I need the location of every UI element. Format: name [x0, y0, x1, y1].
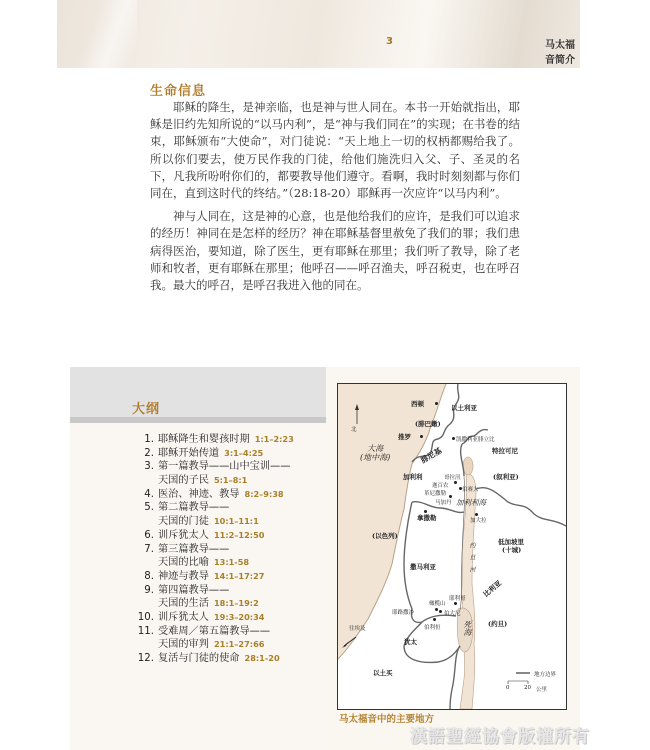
outline-header-band [70, 367, 326, 417]
map-label-bethany: 伯大尼 [444, 611, 461, 617]
map-label-chorazin: 哥拉汛 [444, 475, 461, 481]
item-text: 复活与门徒的使命 [158, 653, 240, 664]
map-label-jerusalem: 耶路撒冷 [392, 610, 415, 616]
map-label-magadan: 马加丹 [435, 500, 452, 506]
item-text: 神迹与教导 [158, 570, 209, 582]
running-title: 马太福音简介 [545, 40, 575, 66]
map-label-jordan-country: (约旦) [488, 620, 508, 628]
outline-list [132, 430, 322, 663]
item-number: 9. [144, 584, 154, 596]
outline-item [132, 622, 322, 636]
map-label-bethlehem: 伯利恒 [424, 625, 441, 631]
map-label-decapolis-alt: (十城) [502, 546, 522, 554]
item-text: 天国的子民 [158, 475, 209, 487]
outline-item [132, 457, 322, 471]
paragraph: 耶稣的降生，是神亲临，也是神与世人同在。本书一开始就指出，耶稣是旧约先知所说的“以马内利”，是“神与我们同在”的实现；在书卷的结束，耶稣颁布“大使命”，对门徒说：“天上地上一切的权柄都赐给我了。所以你们要去，使万民作我的门徒，给他们施洗归入父、子、圣灵的名下，凡我所吩咐你们的，都要教导他们遵守。看啊，我时时刻刻都与你们同在，直到这时代的终结。”（28:18-20）耶稣再一次应许“以马内利”。 [150, 100, 520, 201]
map-label-phoenicia: 腓尼基 [419, 445, 444, 466]
map-label-dead-sea: 死海 [463, 620, 472, 636]
city-dot [454, 481, 457, 484]
map-label-ituraea: 以土利亚 [451, 404, 477, 412]
map-label-great-sea [360, 444, 390, 462]
outline-item-continued [132, 553, 322, 567]
map-label-tyre: 推罗 [398, 433, 411, 441]
outline-item [132, 649, 322, 663]
page-header [57, 0, 580, 68]
map-label-lebanon: (腓巴嫩) [415, 420, 441, 428]
city-dot [435, 402, 438, 405]
city-dot [452, 437, 455, 440]
item-number: 2. [144, 447, 154, 459]
city-dot [439, 610, 442, 613]
scale-twenty: 20 [524, 685, 531, 691]
item-text: 第三篇教导—— [158, 543, 230, 555]
item-number: 3. [144, 461, 154, 473]
outline-item [132, 485, 322, 499]
copyright-watermark: 漢語聖經協會版權所有 [410, 727, 590, 747]
item-number: 11. [137, 625, 154, 637]
map-label-syria: (叙利亚) [493, 473, 519, 481]
item-number: 6. [144, 529, 154, 541]
section-title-message: 生命信息 [150, 84, 207, 99]
city-dot [433, 618, 436, 621]
map-figure [337, 383, 567, 710]
scripture-ref: 14:1–17:27 [213, 570, 265, 581]
scripture-ref: 19:3–20:34 [213, 611, 265, 622]
map-label-capernaum: 迦百农 [432, 483, 449, 489]
item-text: 第一篇教导——山中宝训—— [158, 461, 291, 473]
outline-item [132, 526, 322, 540]
map-label-jordan-river: 约旦河 [468, 542, 475, 578]
scripture-ref: 3:1–4:25 [224, 447, 264, 458]
scripture-ref: 13:1-58 [213, 557, 250, 568]
item-text: 第四篇教导—— [158, 584, 230, 596]
map-label-to-egypt: 往埃及 [349, 626, 366, 632]
item-number: 7. [144, 543, 154, 555]
item-text: 医治、神迹、教导 [158, 488, 240, 500]
map-label-idumea: 以土买 [373, 669, 393, 677]
outline-item-continued [132, 512, 322, 526]
scripture-ref: 10:1–11:1 [213, 516, 259, 527]
map-label-trachonitis: 特拉可尼 [492, 447, 518, 455]
map-label-nazareth: 拿撒勒 [417, 514, 437, 522]
scripture-ref: 28:1-20 [244, 653, 280, 663]
city-dot [449, 495, 452, 498]
outline-item-continued [132, 471, 322, 485]
city-dot [435, 608, 438, 611]
city-dot [424, 510, 427, 513]
item-text: 耶稣降生和婴孩时期 [158, 434, 250, 445]
outline-item [132, 540, 322, 554]
outline-item [132, 581, 322, 595]
item-number: 12. [137, 653, 154, 664]
outline-header-rule [70, 417, 326, 423]
outline-item-continued [132, 594, 322, 608]
sea-alt-name: (地中海) [360, 453, 391, 462]
item-text: 天国的生活 [158, 598, 209, 610]
map-graphic [338, 384, 566, 709]
map-label-caesarea-philippi: 凯撒利亚腓立比 [456, 437, 495, 443]
outline-item [132, 444, 322, 458]
map-caption: 马太福音中的主要地方 [339, 714, 435, 725]
item-number: 4. [144, 488, 154, 500]
map-label-israel: (以色列) [372, 532, 398, 540]
city-dot [454, 602, 457, 605]
item-text: 耶稣开始传道 [158, 447, 220, 459]
city-dot [475, 513, 478, 516]
item-text: 受难周／第五篇教导—— [158, 625, 271, 637]
outline-item [132, 498, 322, 512]
item-number: 1. [144, 434, 154, 445]
outline-title: 大纲 [132, 402, 161, 417]
item-number: 8. [144, 570, 154, 582]
map-label-perea: 比利亚 [481, 578, 504, 599]
outline-item [132, 608, 322, 622]
scale-zero: 0 [506, 685, 510, 691]
item-text: 天国的门徒 [158, 516, 209, 528]
item-text: 训斥犹太人 [158, 529, 209, 541]
outline-item [132, 430, 322, 444]
scripture-ref: 18:1–19:2 [213, 598, 259, 609]
scripture-ref: 8:2–9:38 [244, 488, 284, 499]
paragraph: 神与人同在，这是神的心意，也是他给我们的应许，是我们可以追求的经历！神同在是怎样的经历？神在耶稣基督里赦免了我们的罪；我们患病得医治，要知道，除了医生，更有耶稣在那里；我们听了教导，除了老师和牧者，更有耶稣在那里；他呼召——呼召渔夫，呼召税吏，也在呼召我。最大的呼召，是呼召我进入他的同在。 [150, 209, 520, 293]
map-label-bethsaida: 伯赛大 [462, 487, 479, 493]
outline-item [132, 567, 322, 581]
city-dot [420, 435, 423, 438]
map-label-mount-olives: 橄榄山 [429, 601, 446, 607]
map-label-sea-of-galilee: 加利利海 [456, 498, 486, 507]
scale-unit: 公里 [536, 687, 548, 693]
map-label-gadara: 加大拉 [470, 518, 487, 524]
map-label-decapolis: 低加坡里 [498, 538, 524, 546]
message-body [150, 99, 520, 300]
scripture-ref: 5:1–8:1 [213, 475, 248, 486]
item-text: 第二篇教导—— [158, 502, 230, 514]
scripture-ref: 11:2–12:50 [213, 529, 265, 540]
scripture-ref: 21:1–27:66 [213, 639, 265, 650]
map-label-samaria: 撒马利亚 [410, 563, 436, 571]
legend-border-label: 地方边界 [534, 672, 557, 678]
item-text: 训斥犹太人 [158, 611, 209, 623]
item-number: 5. [144, 502, 154, 514]
map-label-gennesaret: 革尼撒勒 [424, 491, 447, 497]
item-text: 天国的比喻 [158, 557, 209, 569]
map-label-sidon: 西顿 [411, 400, 424, 408]
sea-name: 大海 [367, 444, 384, 453]
scripture-ref: 1:1–2:23 [254, 434, 294, 444]
page-number: 3 [386, 36, 393, 47]
outline-item-continued [132, 635, 322, 649]
map-north-label: 北 [351, 427, 357, 433]
map-label-galilee: 加利利 [403, 473, 423, 481]
map-label-judea: 犹太 [404, 638, 417, 646]
map-label-jericho: 耶利哥 [449, 596, 466, 602]
item-text: 天国的审判 [158, 639, 209, 651]
item-number: 10. [137, 611, 154, 623]
